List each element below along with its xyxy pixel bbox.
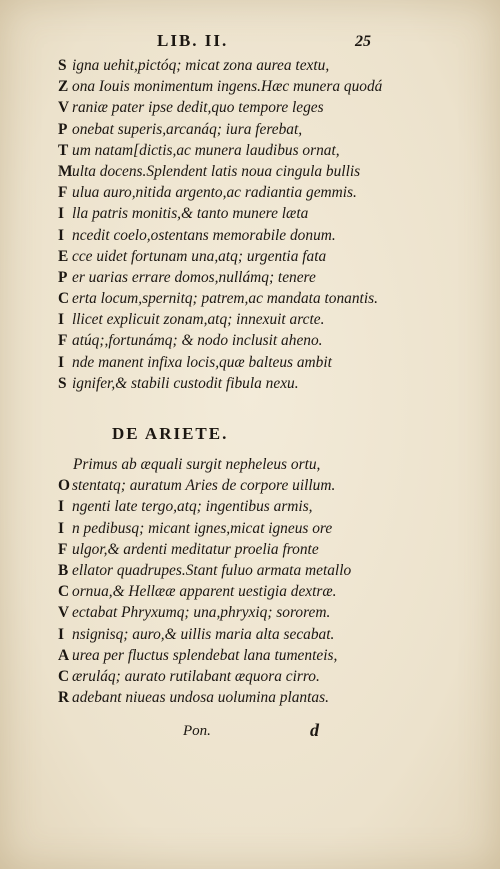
verse-initial: M <box>58 162 73 180</box>
verse-text: onebat superis,arcanáq; iura ferebat, <box>72 120 303 138</box>
verse-initial: I <box>58 625 64 643</box>
verse-initial: C <box>58 290 70 308</box>
verse-text: ignifer,& stabili custodit fibula nexu. <box>72 374 299 392</box>
verse-text: nde manent infixa locis,quæ balteus ambit <box>72 353 332 371</box>
verse-block-1 <box>58 55 458 394</box>
verse-initial: V <box>58 99 70 117</box>
verse-text: raniæ pater ipse dedit,quo tempore leges <box>72 99 324 117</box>
verse-initial: T <box>58 141 69 159</box>
verse-initial: S <box>58 374 67 392</box>
verse-text: lla patris monitis,& tanto munere læta <box>72 205 309 223</box>
verse-text: ngenti late tergo,atq; ingentibus armis, <box>72 498 313 516</box>
verse-line <box>58 645 458 666</box>
verse-line <box>58 267 458 288</box>
verse-initial: O <box>58 477 70 495</box>
verse-text: ulgor,& ardenti meditatur proelia fronte <box>72 540 319 558</box>
verse-initial: I <box>58 205 64 223</box>
section-heading: DE ARIETE. <box>112 424 229 443</box>
verse-line <box>58 687 458 708</box>
verse-initial: V <box>58 604 70 622</box>
running-head: LIB. II. <box>157 31 229 50</box>
signature-mark: d <box>310 720 319 740</box>
verse-text: ectabat Phryxumq; una,phryxiq; sororem. <box>72 604 331 622</box>
verse-text: llicet explicuit zonam,atq; innexuit arcte. <box>72 311 325 329</box>
verse-line <box>58 203 458 224</box>
verse-line <box>58 76 458 97</box>
verse-text: ncedit coelo,ostentans memorabile donum. <box>72 226 336 244</box>
verse-line <box>58 182 458 203</box>
verse-initial: A <box>58 646 70 664</box>
verse-initial: F <box>58 332 68 350</box>
verse-initial: I <box>58 311 64 329</box>
verse-line <box>58 309 458 330</box>
verse-text: um natam[dictis,ac munera laudibus ornat, <box>72 141 340 159</box>
catchword: Pon. <box>183 723 211 739</box>
verse-initial: I <box>58 519 64 537</box>
verse-line <box>58 246 458 267</box>
verse-initial: P <box>58 120 68 138</box>
verse-line <box>58 373 458 394</box>
verse-line <box>58 330 458 351</box>
verse-line <box>58 161 458 182</box>
verse-line <box>58 560 458 581</box>
verse-text: nsignisq; auro,& uillis maria alta secabat. <box>72 625 335 643</box>
verse-text: stentatq; auratum Aries de corpore uillum. <box>72 477 336 495</box>
verse-initial: R <box>58 689 70 707</box>
verse-initial: F <box>58 184 68 202</box>
verse-line <box>58 602 458 623</box>
verse-text: igna uehit,pictóq; micat zona aurea textu, <box>72 57 330 74</box>
verse-initial: I <box>58 353 64 371</box>
verse-line <box>58 288 458 309</box>
verse-block-2 <box>58 454 458 708</box>
verse-initial: I <box>58 498 64 516</box>
folio-number: 25 <box>355 33 371 50</box>
verse-text: n pedibusq; micant ignes,micat igneus ore <box>72 519 333 537</box>
verse-line <box>58 119 458 140</box>
verse-text: atúq;,fortunámq; & nodo inclusit aheno. <box>72 332 323 350</box>
verse-initial: F <box>58 540 68 558</box>
verse-text: æruláq; aurato rutilabant æquora cirro. <box>72 667 320 685</box>
verse-text: ulta docens.Splendent latis noua cingula bullis <box>72 162 361 180</box>
verse-text: ornua,& Hellææ apparent uestigia dextræ. <box>72 583 337 601</box>
verse-line <box>58 666 458 687</box>
verse-text: urea per fluctus splendebat lana tumenteis, <box>72 646 338 664</box>
verse-initial: C <box>58 583 70 601</box>
verse-initial: P <box>58 268 68 286</box>
verse-text: ellator quadrupes.Stant fuluo armata metallo <box>72 561 352 579</box>
verse-line <box>58 475 458 496</box>
verse-line <box>58 352 458 373</box>
verse-initial: Z <box>58 78 69 96</box>
verse-line <box>58 496 458 517</box>
verse-initial: E <box>58 247 69 265</box>
verse-initial: I <box>58 226 64 244</box>
verse-text: cce uidet fortunam una,atq; urgentia fata <box>72 247 327 265</box>
verse-text: erta locum,spernitq; patrem,ac mandata tonantis. <box>72 290 378 308</box>
verse-line: Primus ab æquali surgit nepheleus ortu, <box>73 456 321 473</box>
verse-line <box>58 624 458 645</box>
verse-text: adebant niueas undosa uolumina plantas. <box>72 689 329 707</box>
verse-text: er uarias errare domos,nullámq; tenere <box>72 268 316 286</box>
verse-text: ulua auro,nitida argento,ac radiantia gemmis. <box>72 184 357 202</box>
verse-line <box>58 518 458 539</box>
verse-text: ona Iouis monimentum ingens.Hæc munera quodá <box>72 78 383 96</box>
verse-line <box>58 97 458 118</box>
verse-initial: B <box>58 561 69 579</box>
verse-line <box>58 225 458 246</box>
verse-initial: C <box>58 667 70 685</box>
verse-line <box>58 539 458 560</box>
verse-line <box>58 140 458 161</box>
verse-line <box>58 55 458 76</box>
verse-initial: S <box>58 57 67 74</box>
verse-line <box>58 581 458 602</box>
